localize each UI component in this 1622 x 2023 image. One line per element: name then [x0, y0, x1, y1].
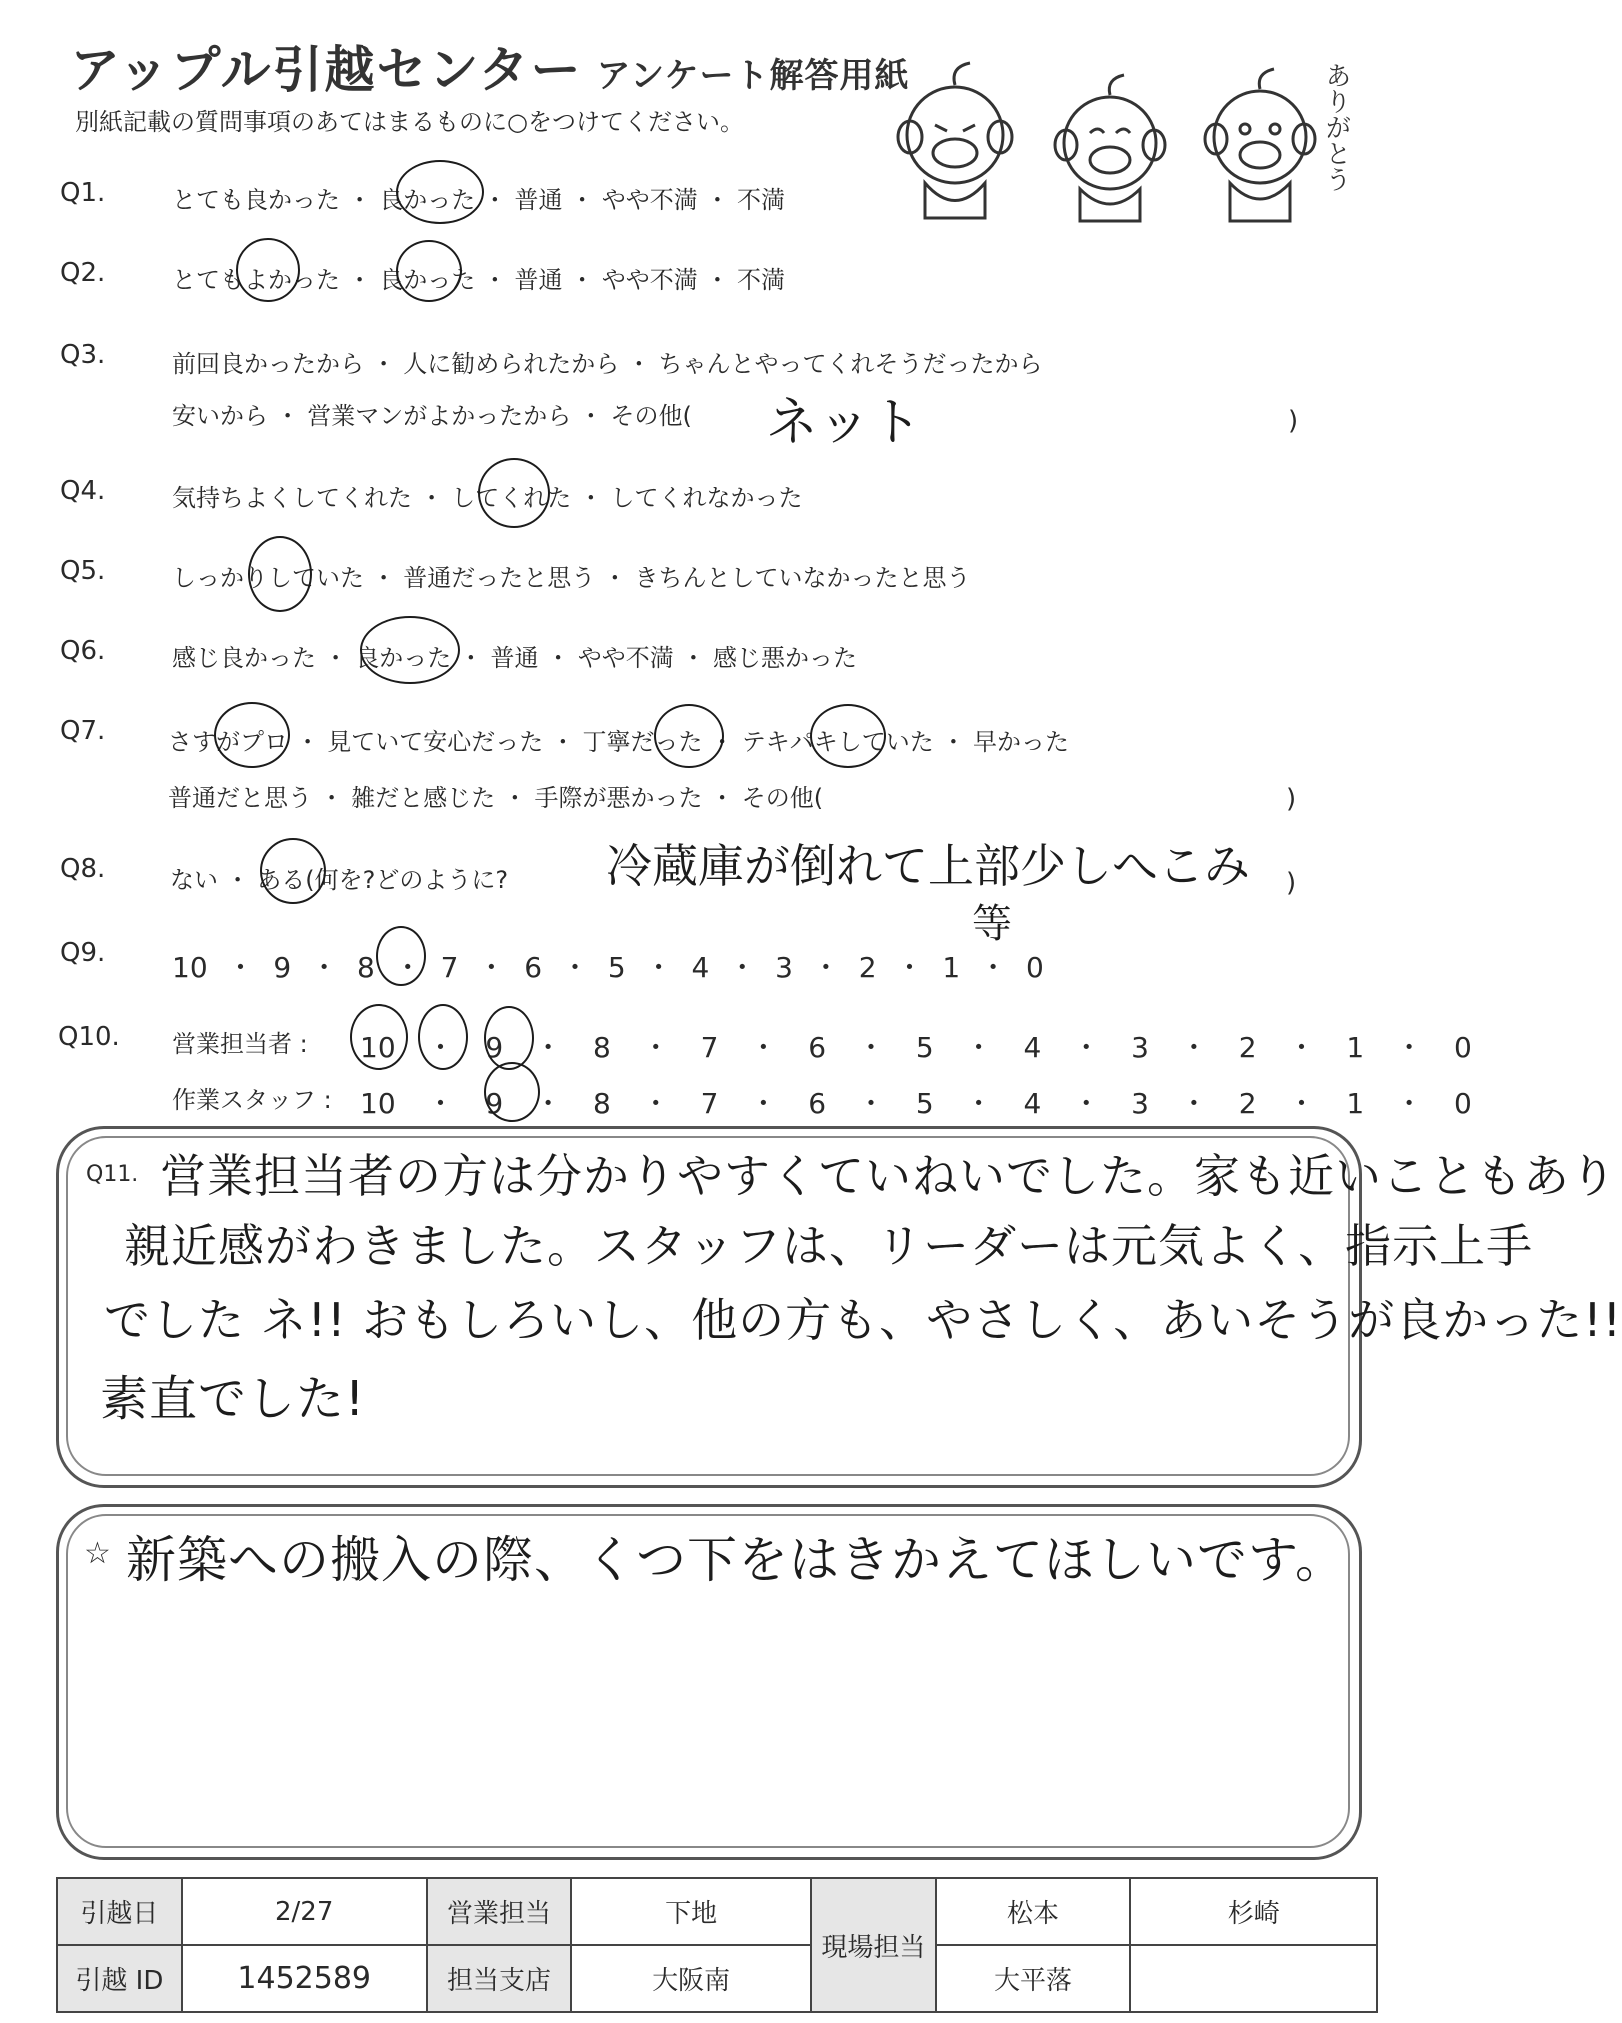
q6-answer-circle: [360, 616, 460, 684]
q10-sales-label: 営業担当者 :: [172, 1030, 308, 1058]
q8-answer-circle: [260, 838, 326, 904]
q11-line-4: 素直でした!: [100, 1371, 366, 1427]
q10-staff-scale: 10 ・ 9 ・ 8 ・ 7 ・ 6 ・ 5 ・ 4 ・ 3 ・ 2 ・ 1 ・ 0: [360, 1087, 1472, 1120]
q7-answer-circle-1: [214, 702, 290, 768]
move-id-value: 1452589: [182, 1945, 427, 2012]
q11-line-3: でした ネ!! おもしろいし、他の方も、やさしく、あいそうが良かった!!: [104, 1293, 1622, 1347]
q11-line-2: 親近感がわきました。スタッフは、リーダーは元気よく、指示上手: [124, 1219, 1534, 1273]
move-info-table: [56, 1877, 1378, 2013]
q1-label: Q1.: [60, 178, 106, 208]
q10-staff-label: 作業スタッフ :: [172, 1086, 332, 1114]
site-rep-3: 大平落: [936, 1945, 1131, 2012]
site-rep-1: 松本: [936, 1878, 1131, 1945]
q10-sales-circle-8: [484, 1006, 534, 1070]
q7-close-paren: ): [1286, 784, 1297, 814]
q1-options: とても良かった ・ 良かった ・ 普通 ・ やや不満 ・ 不満: [172, 186, 786, 214]
q8-options: ない ・ ある(何を?どのように?: [170, 866, 509, 894]
q9-scale: 10 ・ 9 ・ 8 ・ 7 ・ 6 ・ 5 ・ 4 ・ 3 ・ 2 ・ 1 ・ 0: [172, 951, 1044, 984]
q5-options: しっかりしていた ・ 普通だったと思う ・ きちんとしていなかったと思う: [172, 564, 971, 592]
branch-value: 大阪南: [571, 1945, 811, 2012]
q7-options: さすがプロ ・ 見ていて安心だった ・ 丁寧だった ・ テキパキしていた ・ 早かった: [168, 728, 1070, 756]
thanks-text: ありがとう: [1321, 62, 1351, 192]
q10-sales-scale: 10 ・ 9 ・ 8 ・ 7 ・ 6 ・ 5 ・ 4 ・ 3 ・ 2 ・ 1 ・ 0: [360, 1031, 1472, 1064]
q7-answer-circle-2: [654, 704, 724, 768]
star-mark: ☆: [84, 1536, 111, 1571]
q9-answer-circle: [376, 926, 426, 986]
q4-answer-circle: [478, 458, 550, 528]
q6-options: 感じ良かった ・ 良かった ・ 普通 ・ やや不満 ・ 感じ悪かった: [172, 644, 858, 672]
q5-label: Q5.: [60, 556, 106, 586]
company-title: [70, 30, 909, 102]
q8-answer-2: 等: [972, 901, 1012, 947]
move-date-value: 2/27: [182, 1878, 427, 1945]
sales-rep-value: 下地: [571, 1878, 811, 1945]
mascot-illustration: [880, 55, 1350, 230]
q9-label: Q9.: [60, 938, 106, 968]
q7-options-2: 普通だと思う ・ 雑だと感じた ・ 手際が悪かった ・ その他(: [168, 784, 824, 812]
branch-label: 担当支店: [427, 1945, 572, 2012]
q8-label: Q8.: [60, 854, 106, 884]
site-rep-2: 杉崎: [1130, 1878, 1377, 1945]
q11-line-1: 営業担当者の方は分かりやすくていねいでした。家も近いこともあり: [160, 1149, 1617, 1203]
q8-answer: 冷蔵庫が倒れて上部少しへこみ: [606, 839, 1250, 893]
q6-label: Q6.: [60, 636, 106, 666]
q10-staff-circle-8: [484, 1062, 540, 1122]
q10-sales-circle-9: [418, 1004, 468, 1070]
q2-label: Q2.: [60, 258, 106, 288]
q10-sales-circle-10: [350, 1004, 408, 1070]
instruction-text: 別紙記載の質問事項のあてはまるものに○をつけてください。: [75, 108, 744, 136]
q2-answer-circle-1: [236, 238, 300, 302]
q3-close-paren: ): [1288, 406, 1299, 436]
q4-label: Q4.: [60, 476, 106, 506]
site-rep-empty: [1130, 1945, 1377, 2012]
q3-label: Q3.: [60, 340, 106, 370]
q5-answer-circle: [248, 536, 312, 612]
q3-options: 前回良かったから ・ 人に勧められたから ・ ちゃんとやってくれそうだったから: [172, 350, 1043, 378]
form-title: アンケート解答用紙: [596, 56, 910, 96]
q2-answer-circle-2: [396, 240, 462, 302]
site-rep-label: 現場担当: [811, 1878, 936, 2012]
q7-answer-circle-3: [810, 704, 886, 768]
q10-label: Q10.: [58, 1022, 120, 1052]
q3-other-answer: ネット: [766, 393, 923, 453]
q11-label: Q11.: [86, 1162, 139, 1187]
q1-answer-circle: [396, 160, 484, 224]
move-date-label: 引越日: [57, 1878, 182, 1945]
sales-rep-label: 営業担当: [427, 1878, 572, 1945]
company-name: アップル引越センター: [70, 41, 583, 99]
q8-close-paren: ): [1286, 868, 1297, 898]
q7-label: Q7.: [60, 716, 106, 746]
star-comment-text: 新築への搬入の際、くつ下をはきかえてほしいです。: [126, 1531, 1346, 1589]
move-id-label: 引越 ID: [57, 1945, 182, 2012]
q3-options-2: 安いから ・ 営業マンがよかったから ・ その他(: [172, 402, 692, 430]
q4-options: 気持ちよくしてくれた ・ してくれた ・ してくれなかった: [172, 484, 803, 512]
q2-options: とてもよかった ・ 良かった ・ 普通 ・ やや不満 ・ 不満: [172, 266, 786, 294]
